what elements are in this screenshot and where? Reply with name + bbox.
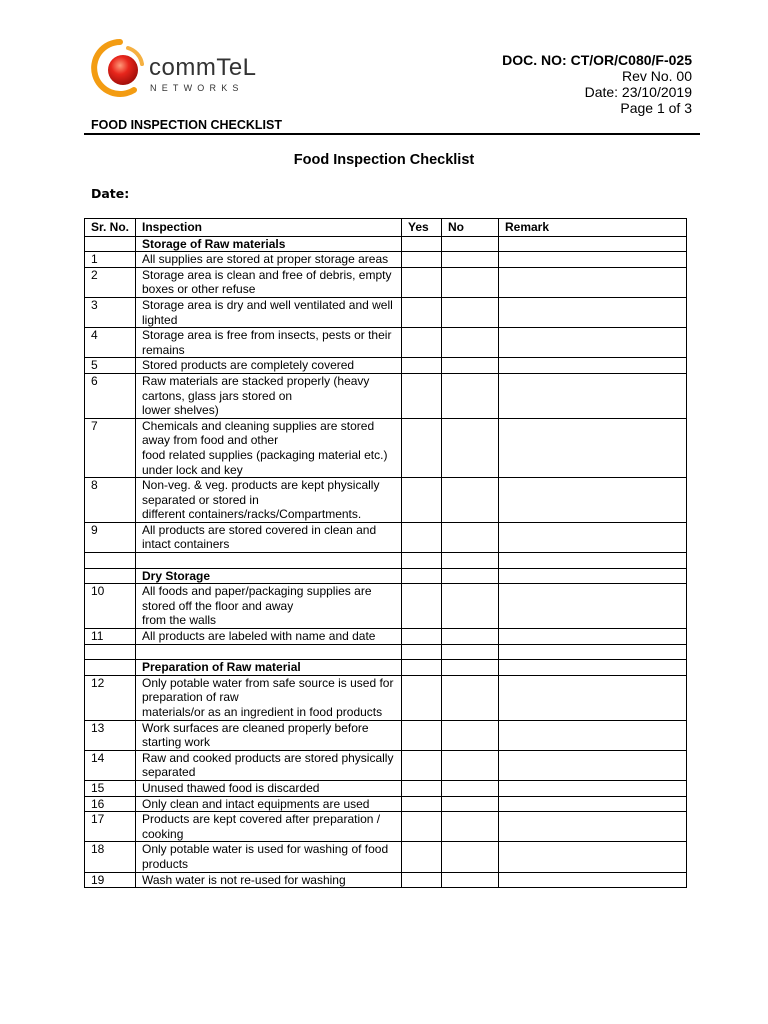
row-sr-no: 3 [85,297,136,327]
row-no-cell [442,568,499,584]
row-no-cell[interactable] [442,418,499,477]
row-inspection-text: Wash water is not re-used for washing [136,872,402,888]
row-sr-no: 7 [85,418,136,477]
row-remark-cell [499,660,687,676]
date-label: Date: [91,186,130,201]
table-row [85,252,687,268]
header-no: No [442,219,499,237]
row-sr-no: 10 [85,584,136,629]
row-yes-cell[interactable] [402,418,442,477]
row-remark-cell [499,644,687,660]
row-sr-no: 19 [85,872,136,888]
document-date: Date: 23/10/2019 [584,84,692,100]
row-remark-cell[interactable] [499,252,687,268]
row-no-cell[interactable] [442,780,499,796]
section-row [85,568,687,584]
row-yes-cell[interactable] [402,812,442,842]
header-inspection: Inspection [136,219,402,237]
table-row [85,872,687,888]
header-divider [84,133,700,135]
row-remark-cell[interactable] [499,478,687,523]
row-no-cell[interactable] [442,252,499,268]
table-row [85,267,687,297]
row-yes-cell[interactable] [402,872,442,888]
row-inspection-text: Only clean and intact equipments are used [136,796,402,812]
row-remark-cell[interactable] [499,796,687,812]
row-no-cell[interactable] [442,478,499,523]
row-no-cell[interactable] [442,267,499,297]
header-title: FOOD INSPECTION CHECKLIST [91,118,282,132]
row-no-cell[interactable] [442,675,499,720]
row-no-cell[interactable] [442,720,499,750]
row-no-cell[interactable] [442,872,499,888]
row-inspection-text: Storage area is free from insects, pests or their remains [136,328,402,358]
table-row [85,418,687,477]
row-sr-no [85,236,136,252]
row-no-cell [442,553,499,569]
row-no-cell[interactable] [442,297,499,327]
row-sr-no: 11 [85,629,136,645]
row-yes-cell[interactable] [402,675,442,720]
row-no-cell [442,660,499,676]
row-yes-cell [402,236,442,252]
row-yes-cell[interactable] [402,796,442,812]
row-inspection-text: Storage area is clean and free of debris, empty boxes or other refuse [136,267,402,297]
row-sr-no: 4 [85,328,136,358]
table-row [85,796,687,812]
row-yes-cell[interactable] [402,750,442,780]
row-yes-cell [402,568,442,584]
table-header-row [85,219,687,237]
row-yes-cell[interactable] [402,358,442,374]
row-sr-no: 12 [85,675,136,720]
row-sr-no [85,568,136,584]
revision-number: Rev No. 00 [621,68,692,84]
row-sr-no: 2 [85,267,136,297]
row-sr-no: 9 [85,522,136,552]
row-yes-cell [402,644,442,660]
row-inspection-text: Unused thawed food is discarded [136,780,402,796]
row-remark-cell [499,236,687,252]
row-inspection-text: Only potable water from safe source is used for preparation of raw materials/or as an ingredient in food products [136,675,402,720]
document-meta [502,52,692,116]
logo-brand-text: commTeL [149,54,257,81]
row-remark-cell[interactable] [499,872,687,888]
row-remark-cell [499,553,687,569]
row-inspection-text: Chemicals and cleaning supplies are stored away from food and other food related supplies (packaging material etc.) under lock and key [136,418,402,477]
row-sr-no: 15 [85,780,136,796]
row-inspection-text: All products are stored covered in clean and intact containers [136,522,402,552]
row-remark-cell[interactable] [499,780,687,796]
row-yes-cell [402,553,442,569]
row-remark-cell[interactable] [499,842,687,872]
blank-row [85,553,687,569]
row-yes-cell[interactable] [402,297,442,327]
blank-row [85,644,687,660]
row-sr-no: 8 [85,478,136,523]
row-sr-no: 6 [85,373,136,418]
row-no-cell[interactable] [442,842,499,872]
row-no-cell[interactable] [442,584,499,629]
row-sr-no: 14 [85,750,136,780]
row-yes-cell[interactable] [402,584,442,629]
table-row [85,373,687,418]
row-remark-cell[interactable] [499,629,687,645]
row-yes-cell[interactable] [402,252,442,268]
row-no-cell[interactable] [442,522,499,552]
row-remark-cell[interactable] [499,750,687,780]
row-remark-cell[interactable] [499,358,687,374]
table-row [85,629,687,645]
row-no-cell[interactable] [442,629,499,645]
row-inspection-text: All products are labeled with name and date [136,629,402,645]
section-row [85,660,687,676]
section-heading: Dry Storage [136,568,402,584]
logo-mark-icon [90,38,152,98]
row-yes-cell[interactable] [402,720,442,750]
table-row [85,358,687,374]
row-inspection-text [136,644,402,660]
table-row [85,584,687,629]
row-no-cell[interactable] [442,358,499,374]
row-yes-cell[interactable] [402,629,442,645]
row-remark-cell[interactable] [499,418,687,477]
row-yes-cell[interactable] [402,373,442,418]
table-row [85,750,687,780]
row-no-cell[interactable] [442,750,499,780]
row-no-cell[interactable] [442,812,499,842]
row-no-cell[interactable] [442,328,499,358]
row-inspection-text: Work surfaces are cleaned properly before starting work [136,720,402,750]
row-remark-cell[interactable] [499,522,687,552]
row-sr-no: 18 [85,842,136,872]
row-remark-cell[interactable] [499,328,687,358]
row-sr-no: 5 [85,358,136,374]
row-inspection-text: Raw materials are stacked properly (heavy cartons, glass jars stored on lower shelves) [136,373,402,418]
page-number: Page 1 of 3 [620,100,692,116]
row-sr-no [85,644,136,660]
row-sr-no: 16 [85,796,136,812]
row-yes-cell[interactable] [402,842,442,872]
row-inspection-text: Storage area is dry and well ventilated and well lighted [136,297,402,327]
row-sr-no: 13 [85,720,136,750]
row-sr-no: 1 [85,252,136,268]
section-heading: Preparation of Raw material [136,660,402,676]
row-sr-no [85,553,136,569]
table-row [85,842,687,872]
row-no-cell [442,644,499,660]
row-inspection-text [136,553,402,569]
header-yes: Yes [402,219,442,237]
row-yes-cell [402,660,442,676]
row-inspection-text: Stored products are completely covered [136,358,402,374]
table-row [85,780,687,796]
row-remark-cell [499,568,687,584]
company-logo [90,38,260,98]
table-row [85,675,687,720]
row-yes-cell[interactable] [402,328,442,358]
table-row [85,297,687,327]
row-yes-cell[interactable] [402,780,442,796]
row-sr-no: 17 [85,812,136,842]
row-remark-cell[interactable] [499,267,687,297]
row-inspection-text: All foods and paper/packaging supplies are stored off the floor and away from the walls [136,584,402,629]
row-remark-cell[interactable] [499,373,687,418]
doc-number: DOC. NO: CT/OR/C080/F-025 [502,52,692,68]
row-remark-cell[interactable] [499,297,687,327]
row-inspection-text: Non-veg. & veg. products are kept physically separated or stored in different containers/racks/Compartments. [136,478,402,523]
row-remark-cell[interactable] [499,675,687,720]
row-no-cell [442,236,499,252]
row-no-cell[interactable] [442,796,499,812]
row-no-cell[interactable] [442,373,499,418]
logo-sub-text: NETWORKS [150,83,244,93]
table-row [85,328,687,358]
row-yes-cell[interactable] [402,267,442,297]
page-title: Food Inspection Checklist [293,152,475,168]
section-row [85,236,687,252]
header-remark: Remark [499,219,687,237]
table-row [85,478,687,523]
table-row [85,812,687,842]
header-sr-no: Sr. No. [85,219,136,237]
row-yes-cell[interactable] [402,522,442,552]
row-yes-cell[interactable] [402,478,442,523]
row-sr-no [85,660,136,676]
row-remark-cell[interactable] [499,812,687,842]
row-inspection-text: Only potable water is used for washing of food products [136,842,402,872]
section-heading: Storage of Raw materials [136,236,402,252]
table-row [85,522,687,552]
row-remark-cell[interactable] [499,720,687,750]
row-inspection-text: All supplies are stored at proper storage areas [136,252,402,268]
inspection-table [84,218,687,888]
row-remark-cell[interactable] [499,584,687,629]
row-inspection-text: Products are kept covered after preparation / cooking [136,812,402,842]
table-body [85,236,687,888]
row-inspection-text: Raw and cooked products are stored physically separated [136,750,402,780]
table-row [85,720,687,750]
